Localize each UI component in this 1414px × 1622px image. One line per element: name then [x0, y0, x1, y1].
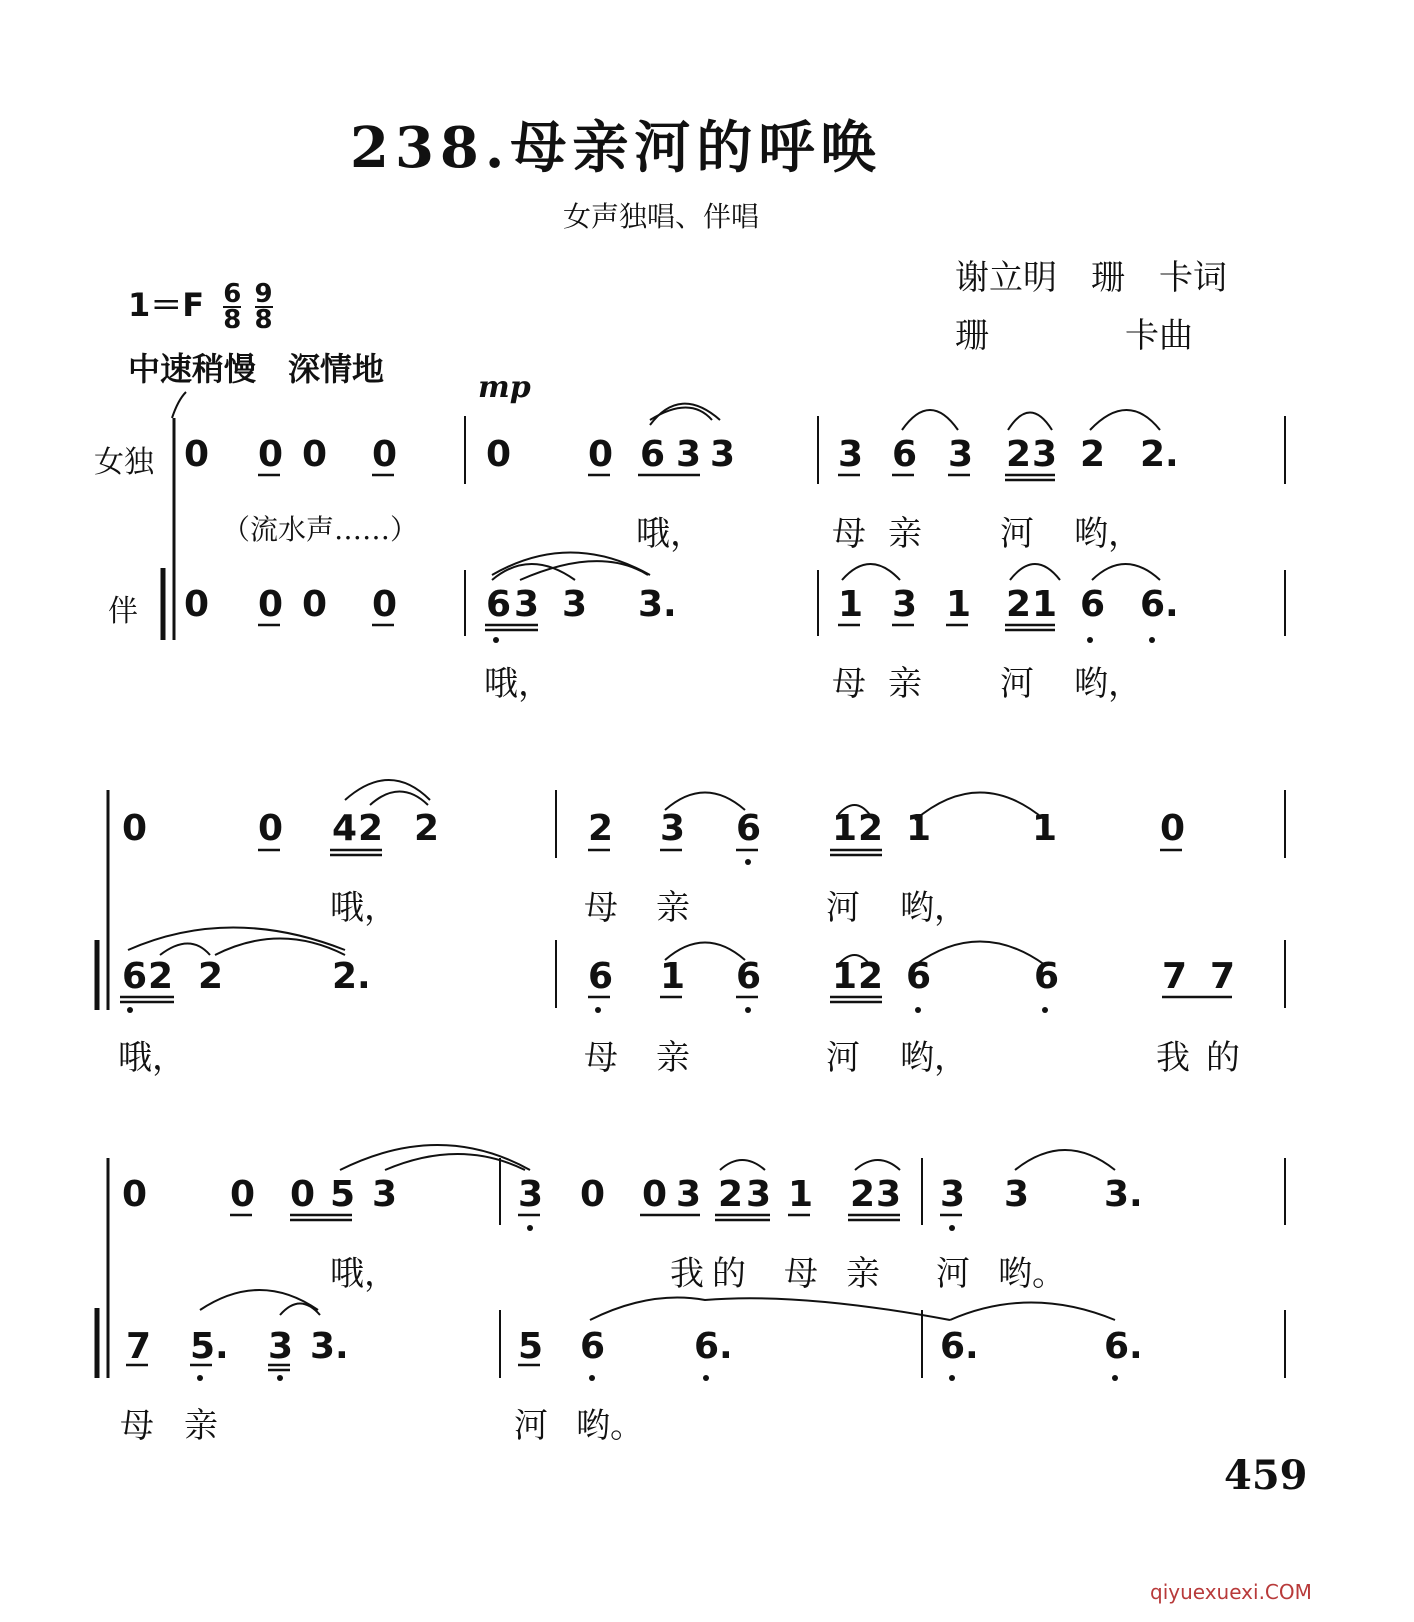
lyric: 亲 [888, 664, 922, 704]
note: 1 [838, 584, 864, 625]
lyric: 哦， [636, 514, 704, 554]
note: 2 [148, 956, 174, 997]
lyric: 母 [832, 664, 866, 704]
note: 3 [710, 434, 736, 475]
lyric: 母 [584, 888, 618, 928]
note: 0 [122, 808, 148, 849]
note: 2 [588, 808, 614, 849]
part-label-accomp: 伴 [108, 594, 138, 629]
lyric: 哦， [330, 1254, 398, 1294]
lyric: 哟， [1074, 514, 1142, 554]
lyric: 河 [826, 1038, 860, 1078]
lyric: 母 [584, 1038, 618, 1078]
note: 3. [638, 584, 677, 625]
note: 1 [906, 808, 932, 849]
lyric: 哟。 [998, 1254, 1066, 1294]
lyric: 亲 [184, 1406, 218, 1446]
note: 0 [302, 584, 328, 625]
note: 6 [640, 434, 666, 475]
note: 4 [332, 808, 358, 849]
note: 3 [676, 434, 702, 475]
note: 3 [514, 584, 540, 625]
note: 3 [372, 1174, 398, 1215]
page-number: 459 [1224, 1452, 1308, 1499]
note: 0 [122, 1174, 148, 1215]
song-subtitle: 女声独唱、伴唱 [563, 200, 760, 233]
note: 1 [1032, 808, 1058, 849]
note: 1 [946, 584, 972, 625]
key-text: 1＝F [128, 286, 205, 324]
note: 3 [1032, 434, 1058, 475]
lyric: 河 [1000, 664, 1034, 704]
lyric: 亲 [888, 514, 922, 554]
note: 2 [858, 808, 884, 849]
lyric: 河 [826, 888, 860, 928]
note: 3 [948, 434, 974, 475]
note: 7 [1162, 956, 1188, 997]
song-title: 238.母亲河的呼唤 [350, 115, 883, 181]
note: 2 [414, 808, 440, 849]
lyric: 河 [514, 1406, 548, 1446]
lyric: 哦， [484, 664, 552, 704]
note: 3 [268, 1326, 294, 1367]
note: 3. [1104, 1174, 1143, 1215]
lyric: 河 [936, 1254, 970, 1294]
note: 1 [788, 1174, 814, 1215]
note: 2 [358, 808, 384, 849]
note: 2. [1140, 434, 1179, 475]
meter-9-8: $\frac{9}{8}$ [254, 279, 273, 335]
note: 0 [580, 1174, 606, 1215]
lyric: 亲 [656, 1038, 690, 1078]
note: 6 [906, 956, 932, 997]
note: 1 [832, 808, 858, 849]
lyric: 哦， [118, 1038, 186, 1078]
lyric: 母 [784, 1254, 818, 1294]
note: 6 [1034, 956, 1060, 997]
note: 1 [832, 956, 858, 997]
note: 2 [718, 1174, 744, 1215]
lyric: 母 [832, 514, 866, 554]
composer-credit: 珊 卡曲 [955, 316, 1193, 356]
note: 0 [302, 434, 328, 475]
lyric: 母 [120, 1406, 154, 1446]
note: 3 [746, 1174, 772, 1215]
lyric: 的 [712, 1254, 746, 1294]
note: 5. [190, 1326, 229, 1367]
note: 0 [486, 434, 512, 475]
note: 1 [660, 956, 686, 997]
note: 3 [940, 1174, 966, 1215]
note: 0 [258, 434, 284, 475]
note: 7 [126, 1326, 152, 1367]
note: 6 [736, 956, 762, 997]
note: 2 [1006, 584, 1032, 625]
note: 1 [1032, 584, 1058, 625]
note: 0 [642, 1174, 668, 1215]
lyricist-credit: 谢立明 珊 卡词 [955, 258, 1227, 298]
note: 6 [892, 434, 918, 475]
lyric: 哟， [1074, 664, 1142, 704]
note: 3 [876, 1174, 902, 1215]
lyric: 亲 [846, 1254, 880, 1294]
note: 0 [1160, 808, 1186, 849]
note: 0 [258, 584, 284, 625]
lyric: 亲 [656, 888, 690, 928]
note: 0 [258, 808, 284, 849]
tempo-marking: 中速稍慢 深情地 [128, 350, 385, 388]
lyric: 哦， [330, 888, 398, 928]
dynamic-mp: mp [478, 370, 531, 405]
note: 2 [1006, 434, 1032, 475]
note: 3 [1004, 1174, 1030, 1215]
note: 6 [122, 956, 148, 997]
meter-6-8: $\frac{6}{8}$ [223, 279, 242, 335]
lyric: （流水声……） [222, 513, 419, 546]
note: 2 [198, 956, 224, 997]
lyric: 我 [670, 1254, 704, 1294]
note: 3 [676, 1174, 702, 1215]
note: 2 [1080, 434, 1106, 475]
note: 2 [858, 956, 884, 997]
lyric: 哟， [900, 888, 968, 928]
note: 6. [1104, 1326, 1143, 1367]
note: 6. [940, 1326, 979, 1367]
note: 0 [184, 434, 210, 475]
note: 3 [562, 584, 588, 625]
lyric: 的 [1206, 1038, 1240, 1078]
note: 7 [1210, 956, 1236, 997]
note: 0 [290, 1174, 316, 1215]
lyric: 哟， [900, 1038, 968, 1078]
note: 6 [1080, 584, 1106, 625]
note: 3 [660, 808, 686, 849]
note: 0 [184, 584, 210, 625]
note: 6 [588, 956, 614, 997]
note: 6 [580, 1326, 606, 1367]
note: 5 [518, 1326, 544, 1367]
lyric: 河 [1000, 514, 1034, 554]
note: 0 [372, 434, 398, 475]
note: 6. [694, 1326, 733, 1367]
watermark: qiyuexuexi.COM [1150, 1580, 1312, 1604]
note: 3. [310, 1326, 349, 1367]
note: 5 [330, 1174, 356, 1215]
note: 2 [850, 1174, 876, 1215]
part-label-solo: 女独 [94, 445, 154, 480]
note: 3 [838, 434, 864, 475]
note: 3 [892, 584, 918, 625]
note: 6 [486, 584, 512, 625]
note: 2. [332, 956, 371, 997]
note: 0 [230, 1174, 256, 1215]
lyric: 哟。 [576, 1406, 644, 1446]
note: 0 [588, 434, 614, 475]
note: 3 [518, 1174, 544, 1215]
lyric: 我 [1156, 1038, 1190, 1078]
note: 6 [736, 808, 762, 849]
note: 0 [372, 584, 398, 625]
note: 6. [1140, 584, 1179, 625]
